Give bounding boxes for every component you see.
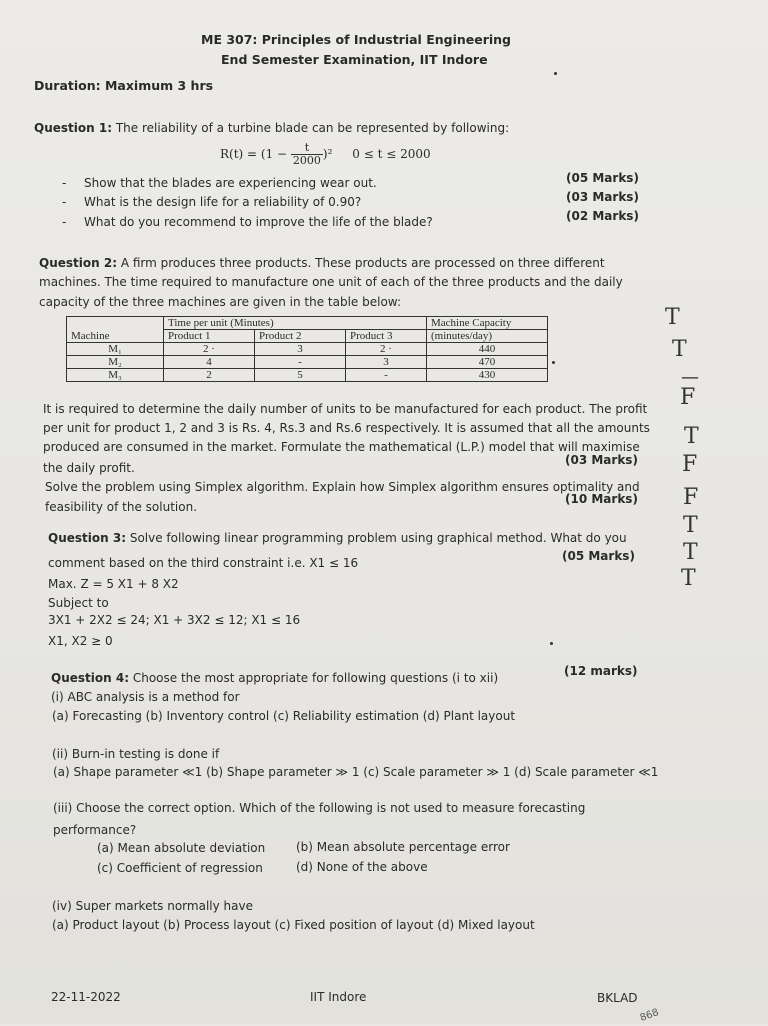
exam-title: End Semester Examination, IIT Indore <box>221 52 488 67</box>
q4-iii-option-a: (a) Mean absolute deviation <box>97 841 266 855</box>
q1-item-3: What do you recommend to improve the life of the blade? <box>84 215 433 229</box>
q1-item-2-marks: (03 Marks) <box>566 190 639 204</box>
q2-label: Question 2: <box>39 256 117 270</box>
capacity-cell: 470 <box>427 356 548 369</box>
p3-cell: - <box>346 369 427 382</box>
formula-denominator: 2000 <box>292 154 321 167</box>
handwritten-mark: T <box>681 566 696 591</box>
q4-iii-question-1: (iii) Choose the correct option. Which of the following is not used to measure forecasting <box>53 801 586 815</box>
handwritten-mark: T <box>684 424 699 449</box>
time-header: Time per unit (Minutes) <box>164 317 427 330</box>
p3-cell: 2 · <box>346 343 427 356</box>
q2-para-6: feasibility of the solution. <box>45 500 198 514</box>
q4-iv-options: (a) Product layout (b) Process layout (c) Fixed position of layout (d) Mixed layout <box>52 918 535 932</box>
capacity-cell: 440 <box>427 343 548 356</box>
p2-cell: 5 <box>255 369 346 382</box>
q2-para-4: the daily profit. <box>43 461 135 475</box>
machine-cell: M₃ <box>67 369 164 382</box>
q2-para-1: It is required to determine the daily number of units to be manufactured for each product. The profit <box>43 402 648 416</box>
handwritten-mark: F <box>683 485 699 510</box>
handwritten-mark: T <box>665 305 680 330</box>
footer-code: BKLAD <box>597 991 638 1005</box>
q2-para-2: per unit for product 1, 2 and 3 is Rs. 4, Rs.3 and Rs.6 respectively. It is assumed that all the amounts <box>43 421 650 435</box>
machine-cell: M₁ <box>67 343 164 356</box>
p1-cell: 4 <box>164 356 255 369</box>
pen-dot <box>554 72 557 75</box>
q1-text: The reliability of a turbine blade can be represented by following: <box>115 121 510 135</box>
handwritten-mark: F <box>680 385 696 410</box>
q3-line-1 <box>48 531 627 546</box>
q4-iv-question: (iv) Super markets normally have <box>52 899 253 913</box>
machine-cell: M₂ <box>67 356 164 369</box>
q4-ii-question: (ii) Burn-in testing is done if <box>52 747 220 761</box>
table-row <box>67 356 548 369</box>
q3-nonnegativity: X1, X2 ≥ 0 <box>48 634 113 648</box>
pen-dot <box>552 361 555 364</box>
q3-objective: Max. Z = 5 X1 + 8 X2 <box>48 577 179 591</box>
q2-text-1: A firm produces three products. These products are processed on three different <box>120 256 605 270</box>
table-header-row <box>67 317 548 330</box>
handwritten-mark: T <box>683 513 698 538</box>
formula-left: R(t) = (1 − <box>220 147 288 161</box>
handwritten-mark: T <box>672 337 687 362</box>
p2-cell: - <box>255 356 346 369</box>
formula-exponent: )² <box>322 147 333 161</box>
pen-dot <box>550 642 553 645</box>
q4-ii-options: (a) Shape parameter ≪1 (b) Shape parameter ≫ 1 (c) Scale parameter ≫ 1 (d) Scale parameter ≪1 <box>53 765 659 779</box>
p1-cell: 2 <box>164 369 255 382</box>
product-2-header: Product 2 <box>255 330 346 343</box>
q2-para-5: Solve the problem using Simplex algorithm. Explain how Simplex algorithm ensures optimality and <box>45 480 640 494</box>
duration: Duration: Maximum 3 hrs <box>34 78 214 93</box>
q2-marks-2: (10 Marks) <box>565 492 638 506</box>
machine-header: Machine <box>67 317 164 343</box>
capacity-cell: 430 <box>427 369 548 382</box>
q2-line-1 <box>39 256 605 271</box>
q3-label: Question 3: <box>48 531 126 545</box>
page-scribble: 868 <box>638 1007 661 1024</box>
product-1-header: Product 1 <box>164 330 255 343</box>
q4-statement <box>51 671 498 686</box>
q4-iii-option-c: (c) Coefficient of regression <box>97 861 263 875</box>
footer-date: 22-11-2022 <box>51 990 121 1004</box>
course-title: ME 307: Principles of Industrial Engineering <box>201 32 512 47</box>
q1-item-1: Show that the blades are experiencing wear out. <box>84 176 377 190</box>
bullet-marker: - <box>62 215 67 229</box>
q4-i-options: (a) Forecasting (b) Inventory control (c) Reliability estimation (d) Plant layout <box>52 709 516 723</box>
p2-cell: 3 <box>255 343 346 356</box>
product-3-header: Product 3 <box>346 330 427 343</box>
table-row <box>67 343 548 356</box>
q1-item-1-marks: (05 Marks) <box>566 171 639 185</box>
q4-iii-option-b: (b) Mean absolute percentage error <box>296 840 510 854</box>
p3-cell: 3 <box>346 356 427 369</box>
handwritten-mark: T <box>683 540 698 565</box>
q2-line-2: machines. The time required to manufacture one unit of each of the three products and the daily <box>39 275 623 289</box>
q3-line-2: comment based on the third constraint i.e. X1 ≤ 16 <box>48 556 359 570</box>
q1-statement <box>34 121 509 136</box>
q3-subject-to: Subject to <box>48 596 109 610</box>
q3-text-1: Solve following linear programming problem using graphical method. What do you <box>129 531 627 545</box>
q3-constraints: 3X1 + 2X2 ≤ 24; X1 + 3X2 ≤ 12; X1 ≤ 16 <box>48 613 301 627</box>
p1-cell: 2 · <box>164 343 255 356</box>
q2-line-3: capacity of the three machines are given in the table below: <box>39 295 401 309</box>
q1-formula <box>220 140 431 168</box>
q1-item-3-marks: (02 Marks) <box>566 209 639 223</box>
q1-label: Question 1: <box>34 121 112 135</box>
bullet-marker: - <box>62 195 67 209</box>
q4-iii-option-d: (d) None of the above <box>296 860 428 874</box>
bullet-marker: - <box>62 176 67 190</box>
handwritten-mark: F <box>682 452 698 477</box>
q4-iii-question-2: performance? <box>53 823 137 837</box>
handwritten-dash: — <box>681 367 699 388</box>
q1-item-2: What is the design life for a reliability of 0.90? <box>84 195 362 209</box>
formula-numerator: t <box>291 142 323 155</box>
q2-para-3: produced are consumed in the market. Formulate the mathematical (L.P.) model that will maximise <box>43 440 640 454</box>
capacity-header: Machine Capacity <box>427 317 548 330</box>
q4-label: Question 4: <box>51 671 129 685</box>
q2-marks-1: (03 Marks) <box>565 453 638 467</box>
footer-institute: IIT Indore <box>310 990 367 1004</box>
q3-marks: (05 Marks) <box>562 549 635 563</box>
q4-marks: (12 marks) <box>564 664 638 678</box>
formula-range: 0 ≤ t ≤ 2000 <box>352 147 431 161</box>
q4-text: Choose the most appropriate for following questions (i to xii) <box>132 671 499 685</box>
q4-i-question: (i) ABC analysis is a method for <box>51 690 240 704</box>
formula-fraction <box>291 142 323 167</box>
table-row <box>67 369 548 382</box>
machine-time-table <box>66 316 548 382</box>
capacity-unit: (minutes/day) <box>427 330 548 343</box>
